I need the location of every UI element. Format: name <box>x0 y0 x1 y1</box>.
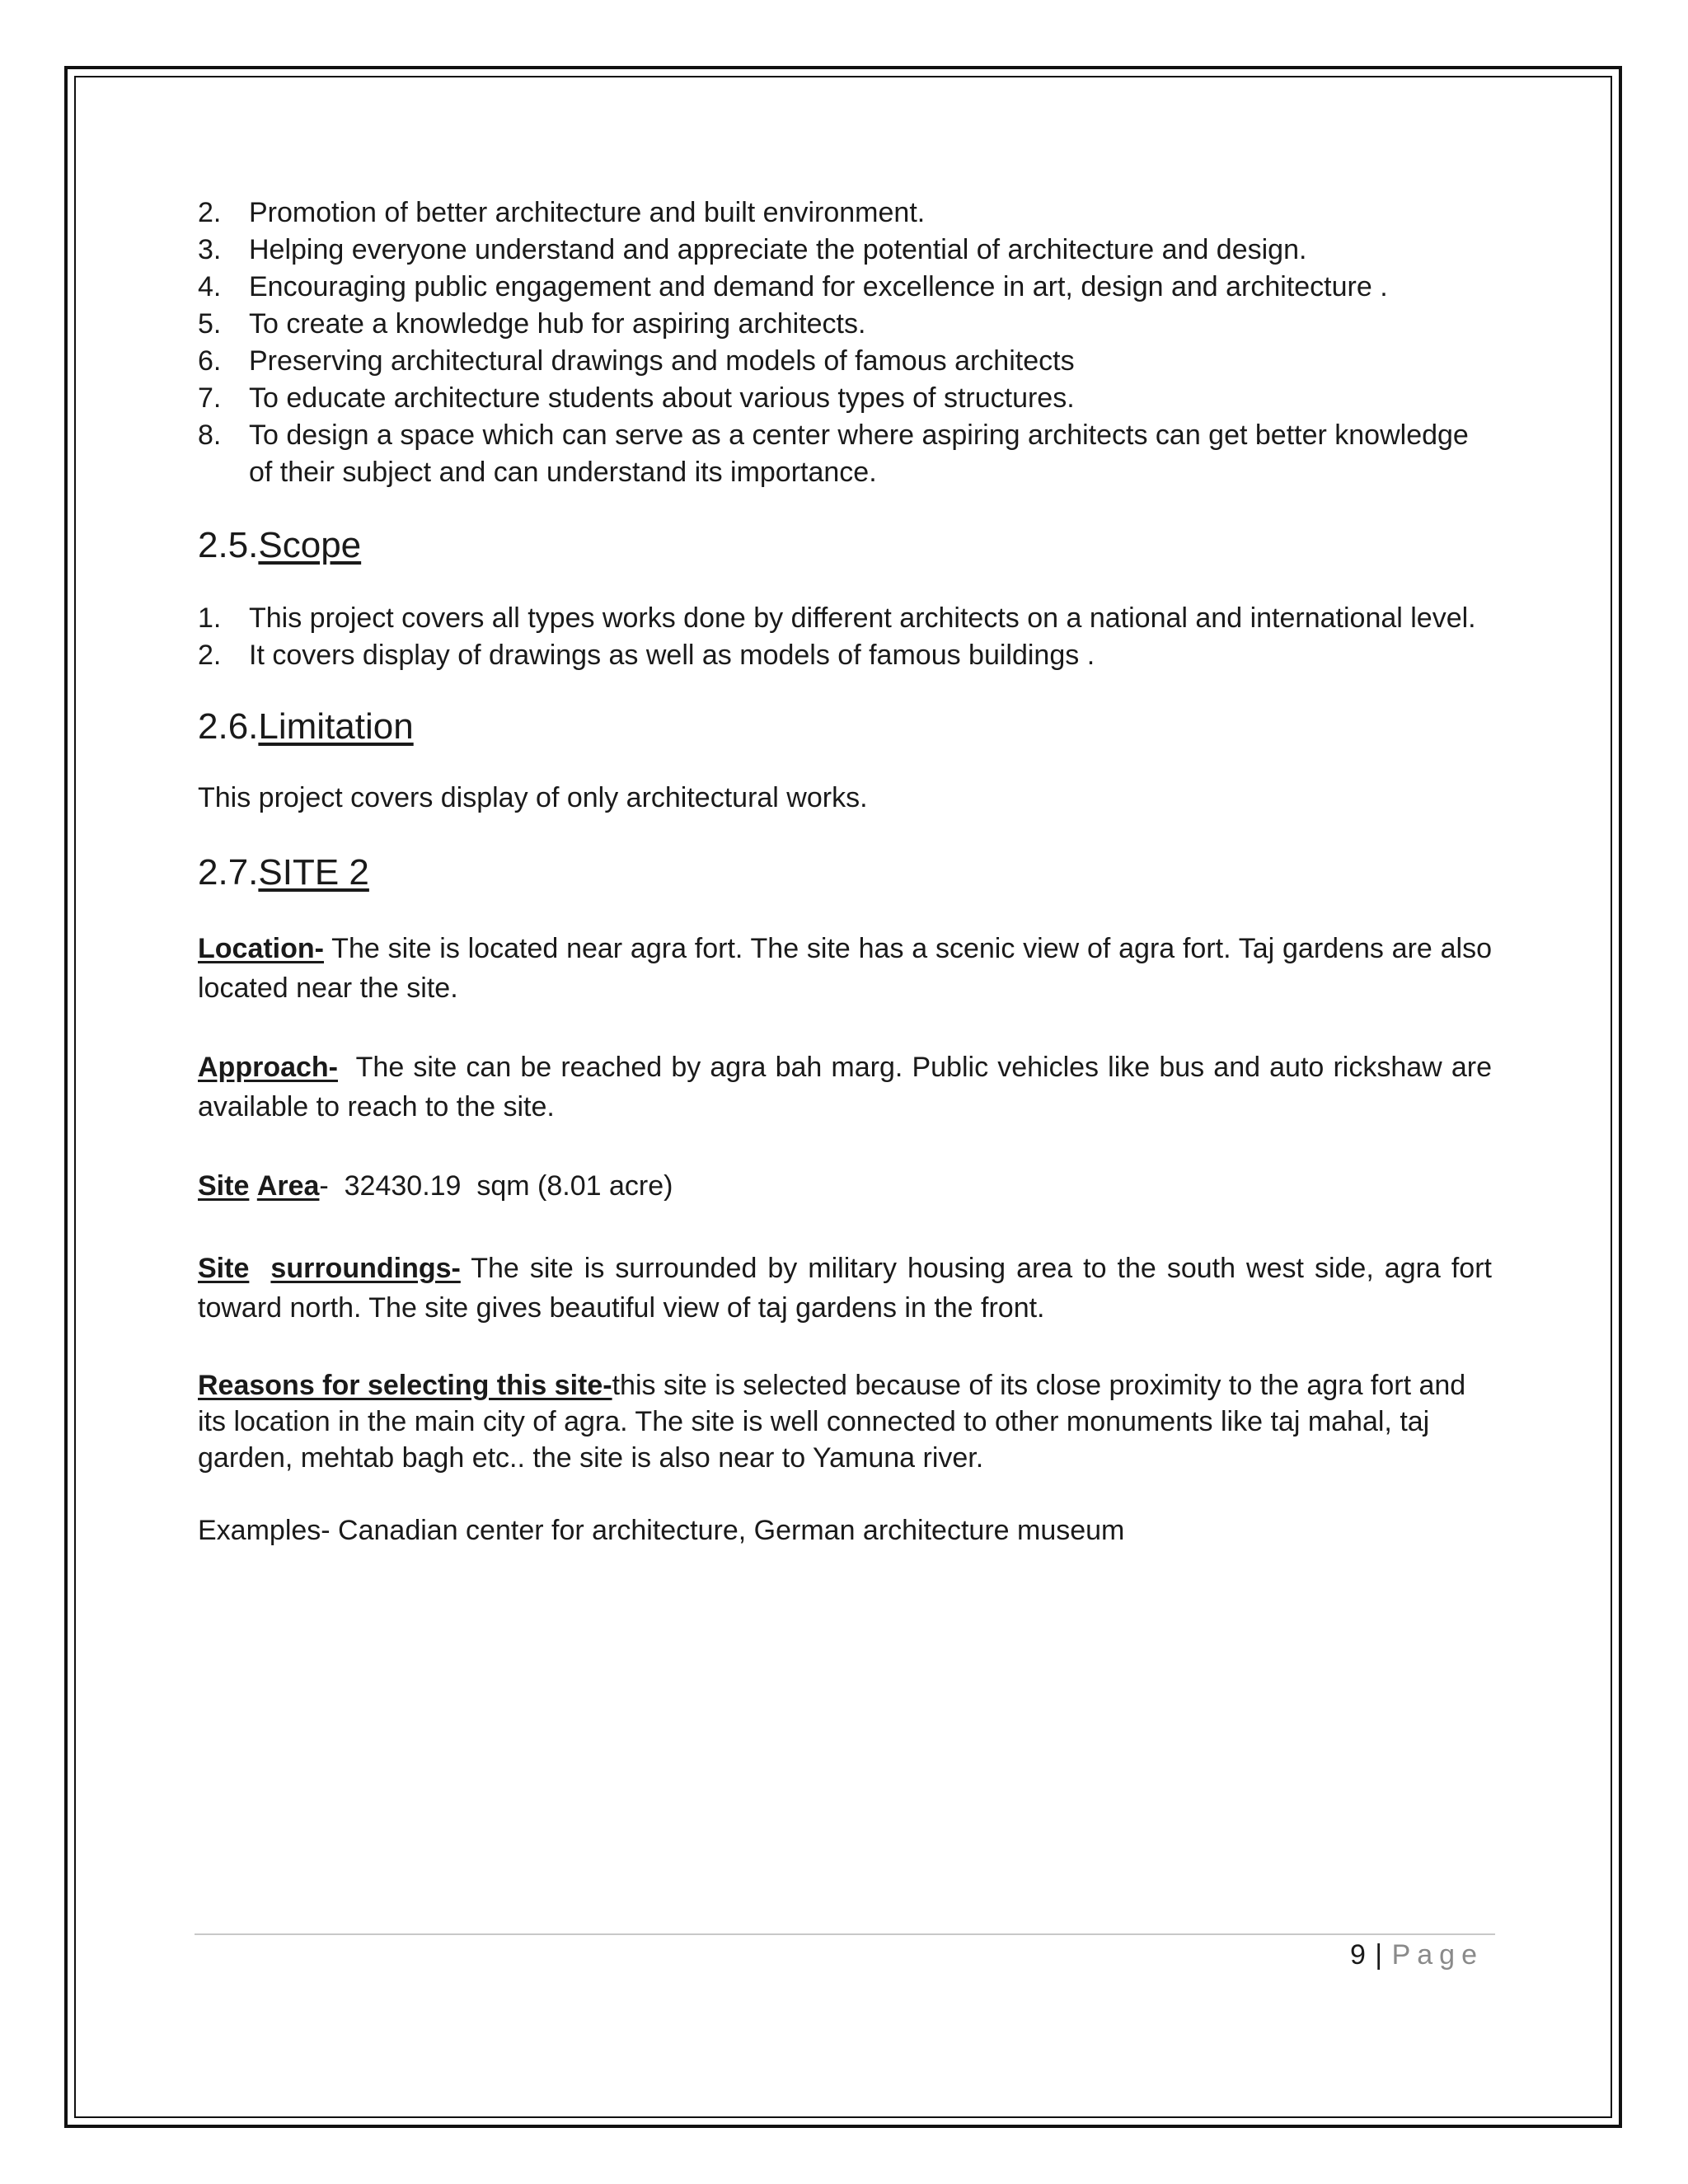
section-number: 2.7. <box>198 852 259 893</box>
page-footer <box>1350 1937 1484 1973</box>
list-text: To design a space which can serve as a center where aspiring architects can get better knowledge of their subject and can understand its importance. <box>249 419 1469 488</box>
footer-divider <box>195 1933 1495 1935</box>
approach-paragraph <box>198 1047 1500 1127</box>
list-number: 3. <box>198 234 222 265</box>
location-paragraph <box>198 929 1492 1008</box>
location-label: Location- <box>198 933 324 964</box>
list-item <box>198 637 1492 674</box>
page-label: Page <box>1391 1939 1484 1971</box>
list-number: 2. <box>198 640 222 671</box>
list-number: 8. <box>198 419 222 451</box>
list-item <box>198 600 1492 637</box>
scope-heading <box>198 523 1492 569</box>
page-content <box>198 194 1500 1549</box>
examples-text: Examples- Canadian center for architecture, German architecture museum <box>198 1515 1125 1546</box>
list-text: Helping everyone understand and appreciate the potential of architecture and design. <box>249 234 1307 265</box>
reasons-text: this site is selected because of its close proximity to the agra fort and its location in the main city of agra. The site is well connected to other monuments like taj mahal, taj garden, mehtab bagh etc.. the site is also near to Yamuna river. <box>198 1370 1466 1474</box>
approach-text: The site can be reached by agra bah marg. Public vehicles like bus and auto rickshaw are available to reach to the site. <box>198 1052 1500 1122</box>
list-text: To create a knowledge hub for aspiring architects. <box>249 308 866 340</box>
site-heading <box>198 850 1492 896</box>
location-text: The site is located near agra fort. The site has a scenic view of agra fort. Taj gardens are also located near the site. <box>198 933 1492 1004</box>
list-item <box>198 343 1492 380</box>
list-item <box>198 194 1492 232</box>
list-text: Encouraging public engagement and demand for excellence in art, design and architecture . <box>249 271 1388 302</box>
list-item <box>198 232 1492 269</box>
objectives-list <box>198 194 1492 491</box>
list-item <box>198 380 1492 417</box>
limitation-text: This project covers display of only architectural works. <box>198 782 868 813</box>
surroundings-label-2: surroundings- <box>270 1253 461 1284</box>
surroundings-text: The site is surrounded by military housing area to the south west side, agra fort toward north. The site gives beautiful view of taj gardens in the front. <box>198 1253 1492 1324</box>
footer-separator: | <box>1366 1939 1392 1971</box>
list-item <box>198 269 1492 306</box>
list-text: It covers display of drawings as well as models of famous buildings . <box>249 640 1095 671</box>
limitation-heading <box>198 704 1492 750</box>
reasons-label: Reasons for selecting this site- <box>198 1370 612 1401</box>
list-number: 6. <box>198 345 222 377</box>
section-number: 2.5. <box>198 525 259 565</box>
site-area-dash: - <box>319 1170 329 1202</box>
list-number: 5. <box>198 308 222 340</box>
list-item <box>198 417 1492 491</box>
site-area-label-2: Area <box>256 1170 320 1202</box>
list-text: Promotion of better architecture and built environment. <box>249 197 926 228</box>
site-area-value: 32430.19 sqm (8.01 acre) <box>328 1170 673 1202</box>
list-number: 2. <box>198 197 222 228</box>
site-area-label: Site <box>198 1170 250 1202</box>
section-number: 2.6. <box>198 706 259 747</box>
section-title: Scope <box>258 525 362 565</box>
list-text: To educate architecture students about various types of structures. <box>249 382 1075 414</box>
list-number: 4. <box>198 271 222 302</box>
site-area-paragraph <box>198 1166 1492 1206</box>
list-number: 1. <box>198 602 222 634</box>
approach-label: Approach- <box>198 1052 338 1083</box>
list-text: Preserving architectural drawings and models of famous architects <box>249 345 1075 377</box>
page-number: 9 <box>1349 1939 1367 1971</box>
scope-list <box>198 600 1492 674</box>
list-number: 7. <box>198 382 222 414</box>
list-text: This project covers all types works done by different architects on a national and international level. <box>249 602 1476 634</box>
section-title: SITE 2 <box>258 852 369 893</box>
section-title: Limitation <box>258 706 414 747</box>
surroundings-label: Site <box>198 1253 250 1284</box>
list-item <box>198 306 1492 343</box>
reasons-paragraph <box>198 1367 1492 1476</box>
surroundings-paragraph <box>198 1249 1492 1328</box>
